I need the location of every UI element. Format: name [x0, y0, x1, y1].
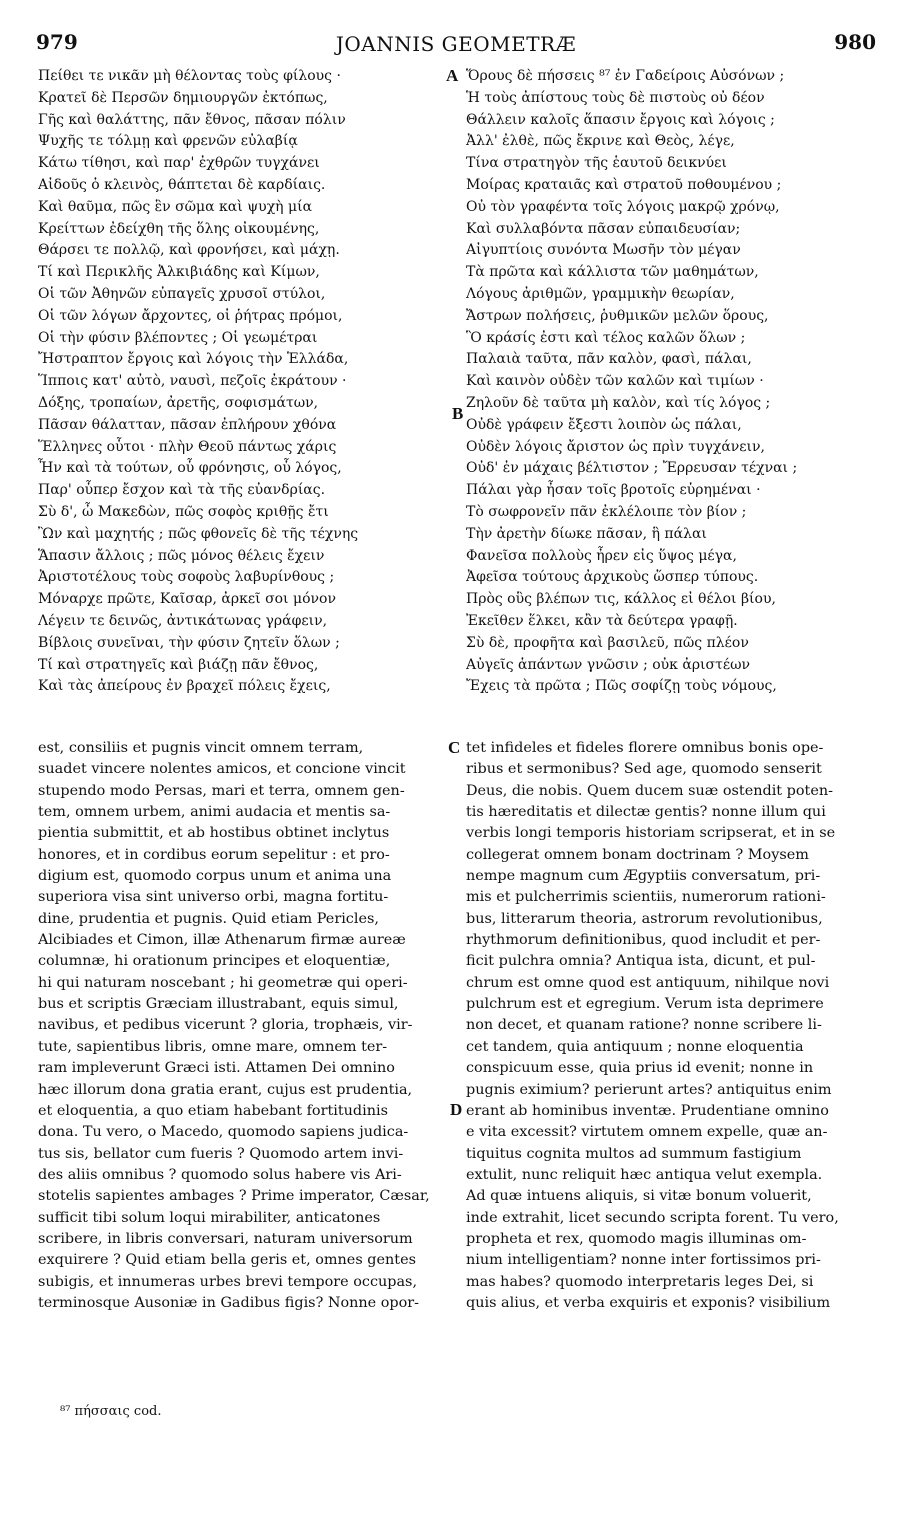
latin-text-line: ram impleverunt Græci isti. Attamen Dei omnino [38, 1060, 395, 1077]
greek-verse-line: Οἱ τὴν φύσιν βλέποντες ; Οἱ γεωμέτραι [38, 329, 318, 346]
latin-text-line: honores, et in cordibus eorum sepelitur : et pro- [38, 846, 390, 863]
greek-verse-line: Πρὸς οὓς βλέπων τις, κάλλος εἰ θέλοι βίου, [466, 591, 776, 608]
latin-text-line: verbis longi temporis historiam scripserat, et in se [466, 825, 836, 842]
greek-verse-line: Ἀλλ' ἐλθὲ, πῶς ἔκρινε καὶ Θεὸς, λέγε, [466, 133, 735, 150]
latin-text-line: propheta et rex, quomodo magis illuminas om- [466, 1230, 807, 1247]
greek-verse-line: Τὸ σωφρονεῖν πᾶν ἐκλέλοιπε τὸν βίον ; [466, 503, 747, 520]
latin-text-line: tiquitus cognita multos ad summum fastigium [466, 1145, 802, 1162]
greek-verse-line: Κάτω τίθησι, καὶ παρ' ἐχθρῶν τυγχάνει [38, 155, 320, 172]
latin-translation-left-column [38, 738, 448, 1314]
greek-verse-line: Θάλλειν καλοῖς ἅπασιν ἔργοις καὶ λόγοις ; [466, 111, 775, 128]
latin-text-line: ribus et sermonibus? Sed age, quomodo senserit [466, 761, 822, 778]
greek-verse-line: Ψυχῆς τε τόλμῃ καὶ φρενῶν εὐλαβίᾳ [38, 133, 298, 150]
latin-text-line: hæc illorum dona gratia erant, cujus est prudentia, [38, 1081, 413, 1098]
latin-text-line: extulit, nunc reliquit hæc antiqua velut exempla. [466, 1166, 823, 1183]
latin-text-line: tute, sapientibus libris, omne mare, omnem ter- [38, 1038, 388, 1055]
latin-text-line: scribere, in libris conversari, naturam universorum [38, 1230, 413, 1247]
greek-verse-line: Λόγους ἀριθμῶν, γραμμικὴν θεωρίαν, [466, 285, 735, 302]
latin-text-line: pugnis eximium? perierunt artes? antiquitus enim [466, 1081, 832, 1098]
latin-text-line: nium intelligentiam? nonne inter fortissimos pri- [466, 1252, 821, 1269]
greek-verse-line: Ἕλληνες οὗτοι · πλὴν Θεοῦ πάντως χάρις [38, 438, 337, 455]
greek-verse-line: Τίνα στρατηγὸν τῆς ἑαυτοῦ δεικνύει [466, 155, 727, 172]
latin-text-line: pientia submittit, et ab hostibus obtinet inclytus [38, 825, 390, 842]
greek-verse-line: Ζηλοῦν δὲ ταῦτα μὴ καλὸν, καὶ τίς λόγος ; [466, 394, 771, 411]
latin-text-line: superiora visa sint universo orbi, magna fortitu- [38, 889, 389, 906]
latin-text-line: stupendo modo Persas, mari et terra, omnem gen- [38, 782, 405, 799]
latin-text-line: navibus, et pedibus vicerunt ? gloria, trophæis, vir- [38, 1017, 413, 1034]
greek-verse-line: Ὢν καὶ μαχητής ; πῶς φθονεῖς δὲ τῆς τέχνης [38, 525, 359, 542]
latin-text-line: cet tandem, quia antiquum ; nonne eloquentia [466, 1038, 804, 1055]
greek-verse-line: Οὐδ' ἐν μάχαις βέλτιστον ; Ἔρρευσαν τέχναι ; [466, 460, 798, 477]
latin-text-line: chrum est omne quod est antiquum, nihilque novi [466, 974, 830, 991]
greek-verse-right-column [466, 66, 886, 698]
greek-verse-left-column [38, 66, 438, 698]
latin-text-line: subigis, et innumeras urbes brevi tempore occupas, [38, 1273, 418, 1290]
greek-verse-line: Ἤστραπτον ἔργοις καὶ λόγοις τὴν Ἑλλάδα, [38, 351, 349, 368]
greek-verse-line: Ἔχεις τὰ πρῶτα ; Πῶς σοφίζῃ τοὺς νόμους, [466, 678, 777, 695]
latin-text-line: bus et scriptis Græciam illustrabant, equis simul, [38, 996, 399, 1013]
latin-text-line: collegerat omnem bonam doctrinam ? Moysem [466, 846, 809, 863]
greek-verse-line: Καὶ τὰς ἀπείρους ἐν βραχεῖ πόλεις ἔχεις, [38, 678, 331, 695]
greek-verse-line: Ἄστρων πολήσεις, ῥυθμικῶν μελῶν ὅρους, [466, 307, 769, 324]
latin-text-line: tem, omnem urbem, animi audacia et mentis sa- [38, 804, 391, 821]
greek-verse-line: Καὶ θαῦμα, πῶς ἓν σῶμα καὶ ψυχὴ μία [38, 198, 313, 215]
greek-verse-line: Μόναρχε πρῶτε, Καῖσαρ, ἀρκεῖ σοι μόνον [38, 591, 336, 608]
latin-text-line: tet infideles et fideles florere omnibus bonis ope- [466, 740, 824, 756]
greek-verse-line: Αἰδοῦς ὁ κλεινὸς, θάπτεται δὲ καρδίαις. [38, 176, 326, 193]
latin-text-line: bus, litterarum theoria, astrorum revolutionibus, [466, 910, 823, 927]
greek-verse-line: Σὺ δὲ, προφῆτα καὶ βασιλεῦ, πῶς πλέον [466, 634, 749, 651]
latin-text-line: Deus, die nobis. Quem ducem suæ ostendit poten- [466, 782, 833, 799]
margin-marker-c: C [448, 738, 461, 757]
greek-verse-line: Βίβλοις συνεῖναι, τὴν φύσιν ζητεῖν ὅλων ; [38, 634, 340, 651]
latin-text-line: conspicuum esse, quia prius id evenit; nonne in [466, 1060, 814, 1077]
greek-verse-line: Γῆς καὶ θαλάττης, πᾶν ἔθνος, πᾶσαν πόλιν [38, 111, 346, 128]
greek-verse-line: Κρατεῖ δὲ Περσῶν δημιουργῶν ἐκτόπως, [38, 89, 328, 106]
latin-text-line: e vita excessit? virtutem omnem expelle, quæ an- [466, 1124, 828, 1141]
greek-verse-line: Οὐδὲ γράφειν ἔξεστι λοιπὸν ὡς πάλαι, [466, 416, 742, 433]
latin-text-line: dona. Tu vero, o Macedo, quomodo sapiens judica- [38, 1124, 409, 1141]
greek-verse-line: Θάρσει τε πολλῷ, καὶ φρονήσει, καὶ μάχῃ. [38, 242, 340, 259]
greek-verse-line: Δόξης, τροπαίων, ἀρετῆς, σοφισμάτων, [38, 394, 319, 411]
latin-text-line: nempe magnum cum Ægyptiis conversatum, pri- [466, 868, 821, 885]
latin-translation-right-column [466, 738, 878, 1314]
greek-verse-line: Ἅπασιν ἄλλοις ; πῶς μόνος θέλεις ἔχειν [38, 547, 325, 564]
greek-verse-line: Σὺ δ', ὦ Μακεδὼν, πῶς σοφὸς κριθῇς ἔτι [38, 503, 329, 520]
latin-text-line: suadet vincere nolentes amicos, et concione vincit [38, 761, 406, 778]
greek-verse-line: Ἀριστοτέλους τοὺς σοφοὺς λαβυρίνθους ; [38, 569, 335, 586]
greek-verse-line: Παλαιὰ ταῦτα, πᾶν καλὸν, φασὶ, πάλαι, [466, 351, 752, 368]
greek-verse-line: Οὐ τὸν γραφέντα τοῖς λόγοις μακρῷ χρόνῳ, [466, 198, 780, 215]
greek-verse-line: Καὶ καινὸν οὐδὲν τῶν καλῶν καὶ τιμίων · [466, 373, 764, 390]
margin-marker-b: B [452, 404, 464, 423]
greek-verse-line: Ἡ τοὺς ἀπίστους τοὺς δὲ πιστοὺς οὐ δέον [466, 89, 765, 106]
page-header [36, 30, 876, 60]
greek-verse-line: Ἦν καὶ τὰ τούτων, οὗ φρόνησις, οὗ λόγος, [38, 460, 342, 477]
greek-verse-line: Ὅρους δὲ πήσσεις ⁸⁷ ἐν Γαδείροις Αὐσόνων ; [466, 68, 785, 84]
latin-text-line: des aliis omnibus ? quomodo solus habere vis Ari- [38, 1166, 402, 1183]
latin-text-line: non decet, et quanam ratione? nonne scribere li- [466, 1017, 822, 1034]
greek-verse-line: Ἵπποις κατ' αὐτὸ, ναυσὶ, πεζοῖς ἐκράτουν · [38, 373, 347, 390]
greek-verse-line: Αὐγεῖς ἁπάντων γνῶσιν ; οὐκ ἀριστέων [466, 656, 751, 673]
latin-text-line: quis alius, et verba exquiris et exponis? visibilium [466, 1294, 831, 1311]
latin-text-line: tus sis, bellator cum fueris ? Quomodo artem invi- [38, 1145, 404, 1162]
greek-verse-line: Ἐκεῖθεν ἕλκει, κἂν τὰ δεύτερα γραφῇ. [466, 612, 738, 629]
latin-text-line: stotelis sapientes ambages ? Prime imperator, Cæsar, [38, 1188, 430, 1205]
greek-verse-line: Τί καὶ στρατηγεῖς καὶ βιάζῃ πᾶν ἔθνος, [38, 656, 319, 673]
latin-text-line: erant ab hominibus inventæ. Prudentiane omnino [466, 1102, 829, 1119]
latin-text-line: Alcibiades et Cimon, illæ Athenarum firmæ aureæ [38, 932, 406, 949]
latin-text-line: inde extrahit, licet secundo scripta forent. Tu vero, [466, 1209, 839, 1226]
greek-verse-line: Αἰγυπτίοις συνόντα Μωσῆν τὸν μέγαν [466, 242, 741, 259]
greek-verse-line: Παρ' οὗπερ ἔσχον καὶ τὰ τῆς εὐανδρίας. [38, 482, 326, 499]
latin-text-line: dine, prudentia et pugnis. Quid etiam Pericles, [38, 910, 379, 927]
greek-verse-line: Οἱ τῶν Ἀθηνῶν εὐπαγεῖς χρυσοῖ στύλοι, [38, 285, 326, 302]
greek-verse-line: Ἀφεῖσα τούτους ἀρχικοὺς ὥσπερ τύπους. [466, 569, 759, 586]
greek-verse-line: Τί καὶ Περικλῆς Ἀλκιβιάδης καὶ Κίμων, [38, 264, 320, 281]
greek-verse-line: Οὐδὲν λόγοις ἄριστον ὡς πρὶν τυγχάνειν, [466, 438, 765, 455]
greek-verse-line: Τὴν ἀρετὴν δίωκε πᾶσαν, ἣ πάλαι [466, 525, 707, 542]
greek-verse-line: Ὃ κράσίς ἐστι καὶ τέλος καλῶν ὅλων ; [466, 329, 746, 346]
greek-verse-line: Κρείττων ἐδείχθη τῆς ὅλης οἰκουμένης, [38, 220, 320, 237]
greek-verse-line: Πείθει τε νικᾶν μὴ θέλοντας τοὺς φίλους · [38, 68, 341, 84]
latin-text-line: ficit pulchra omnia? Antiqua ista, dicunt, et pul- [466, 953, 816, 970]
greek-verse-line: Καὶ συλλαβόντα πᾶσαν εὐπαιδευσίαν; [466, 220, 741, 237]
latin-text-line: est, consiliis et pugnis vincit omnem terram, [38, 740, 364, 756]
greek-verse-line: Πᾶσαν θάλατταν, πᾶσαν ἐπλήρουν χθόνα [38, 416, 337, 433]
latin-text-line: tis hæreditatis et dilectæ gentis? nonne illum qui [466, 804, 826, 821]
latin-text-line: pulchrum est et egregium. Verum ista deprimere [466, 996, 824, 1013]
latin-text-line: columnæ, hi orationum principes et eloquentiæ, [38, 953, 391, 970]
latin-text-line: exquirere ? Quid etiam bella geris et, omnes gentes [38, 1252, 416, 1269]
greek-verse-line: Μοίρας κραταιᾶς καὶ στρατοῦ ποθουμένου ; [466, 176, 782, 193]
greek-verse-line: Πάλαι γὰρ ἦσαν τοῖς βροτοῖς εὑρημέναι · [466, 482, 761, 499]
greek-verse-line: Φανεῖσα πολλοὺς ἦρεν εἰς ὕψος μέγα, [466, 547, 737, 564]
latin-text-line: rhythmorum definitionibus, quod includit et per- [466, 932, 821, 949]
margin-marker-d: D [450, 1100, 463, 1119]
footnote: ⁸⁷ πήσσαις cod. [60, 1404, 162, 1419]
latin-text-line: mas habes? quomodo interpretaris leges Dei, si [466, 1273, 814, 1290]
latin-text-line: Ad quæ intuens aliquis, si vitæ bonum voluerit, [466, 1188, 812, 1205]
latin-text-line: terminosque Ausoniæ in Gadibus figis? Nonne opor- [38, 1294, 420, 1311]
page-number-right: 980 [834, 30, 876, 54]
greek-verse-line: Λέγειν τε δεινῶς, ἀντικάτωνας γράφειν, [38, 612, 328, 629]
latin-text-line: hi qui naturam noscebant ; hi geometræ qui operi- [38, 974, 408, 991]
latin-text-line: sufficit tibi solum loqui mirabiliter, anticatones [38, 1209, 381, 1226]
greek-verse-line: Τὰ πρῶτα καὶ κάλλιστα τῶν μαθημάτων, [466, 264, 759, 281]
greek-verse-line: Οἱ τῶν λόγων ἄρχοντες, οἱ ῥήτρας πρόμοι, [38, 307, 343, 324]
latin-text-line: digium est, quomodo corpus unum et anima una [38, 868, 392, 885]
latin-text-line: mis et pulcherrimis scientiis, numerorum rationi- [466, 889, 826, 906]
margin-marker-a: A [446, 66, 459, 85]
page-number-left: 979 [36, 30, 78, 54]
running-title: JOANNIS GEOMETRÆ [335, 32, 577, 56]
latin-text-line: et eloquentia, a quo etiam habebant fortitudinis [38, 1102, 388, 1119]
